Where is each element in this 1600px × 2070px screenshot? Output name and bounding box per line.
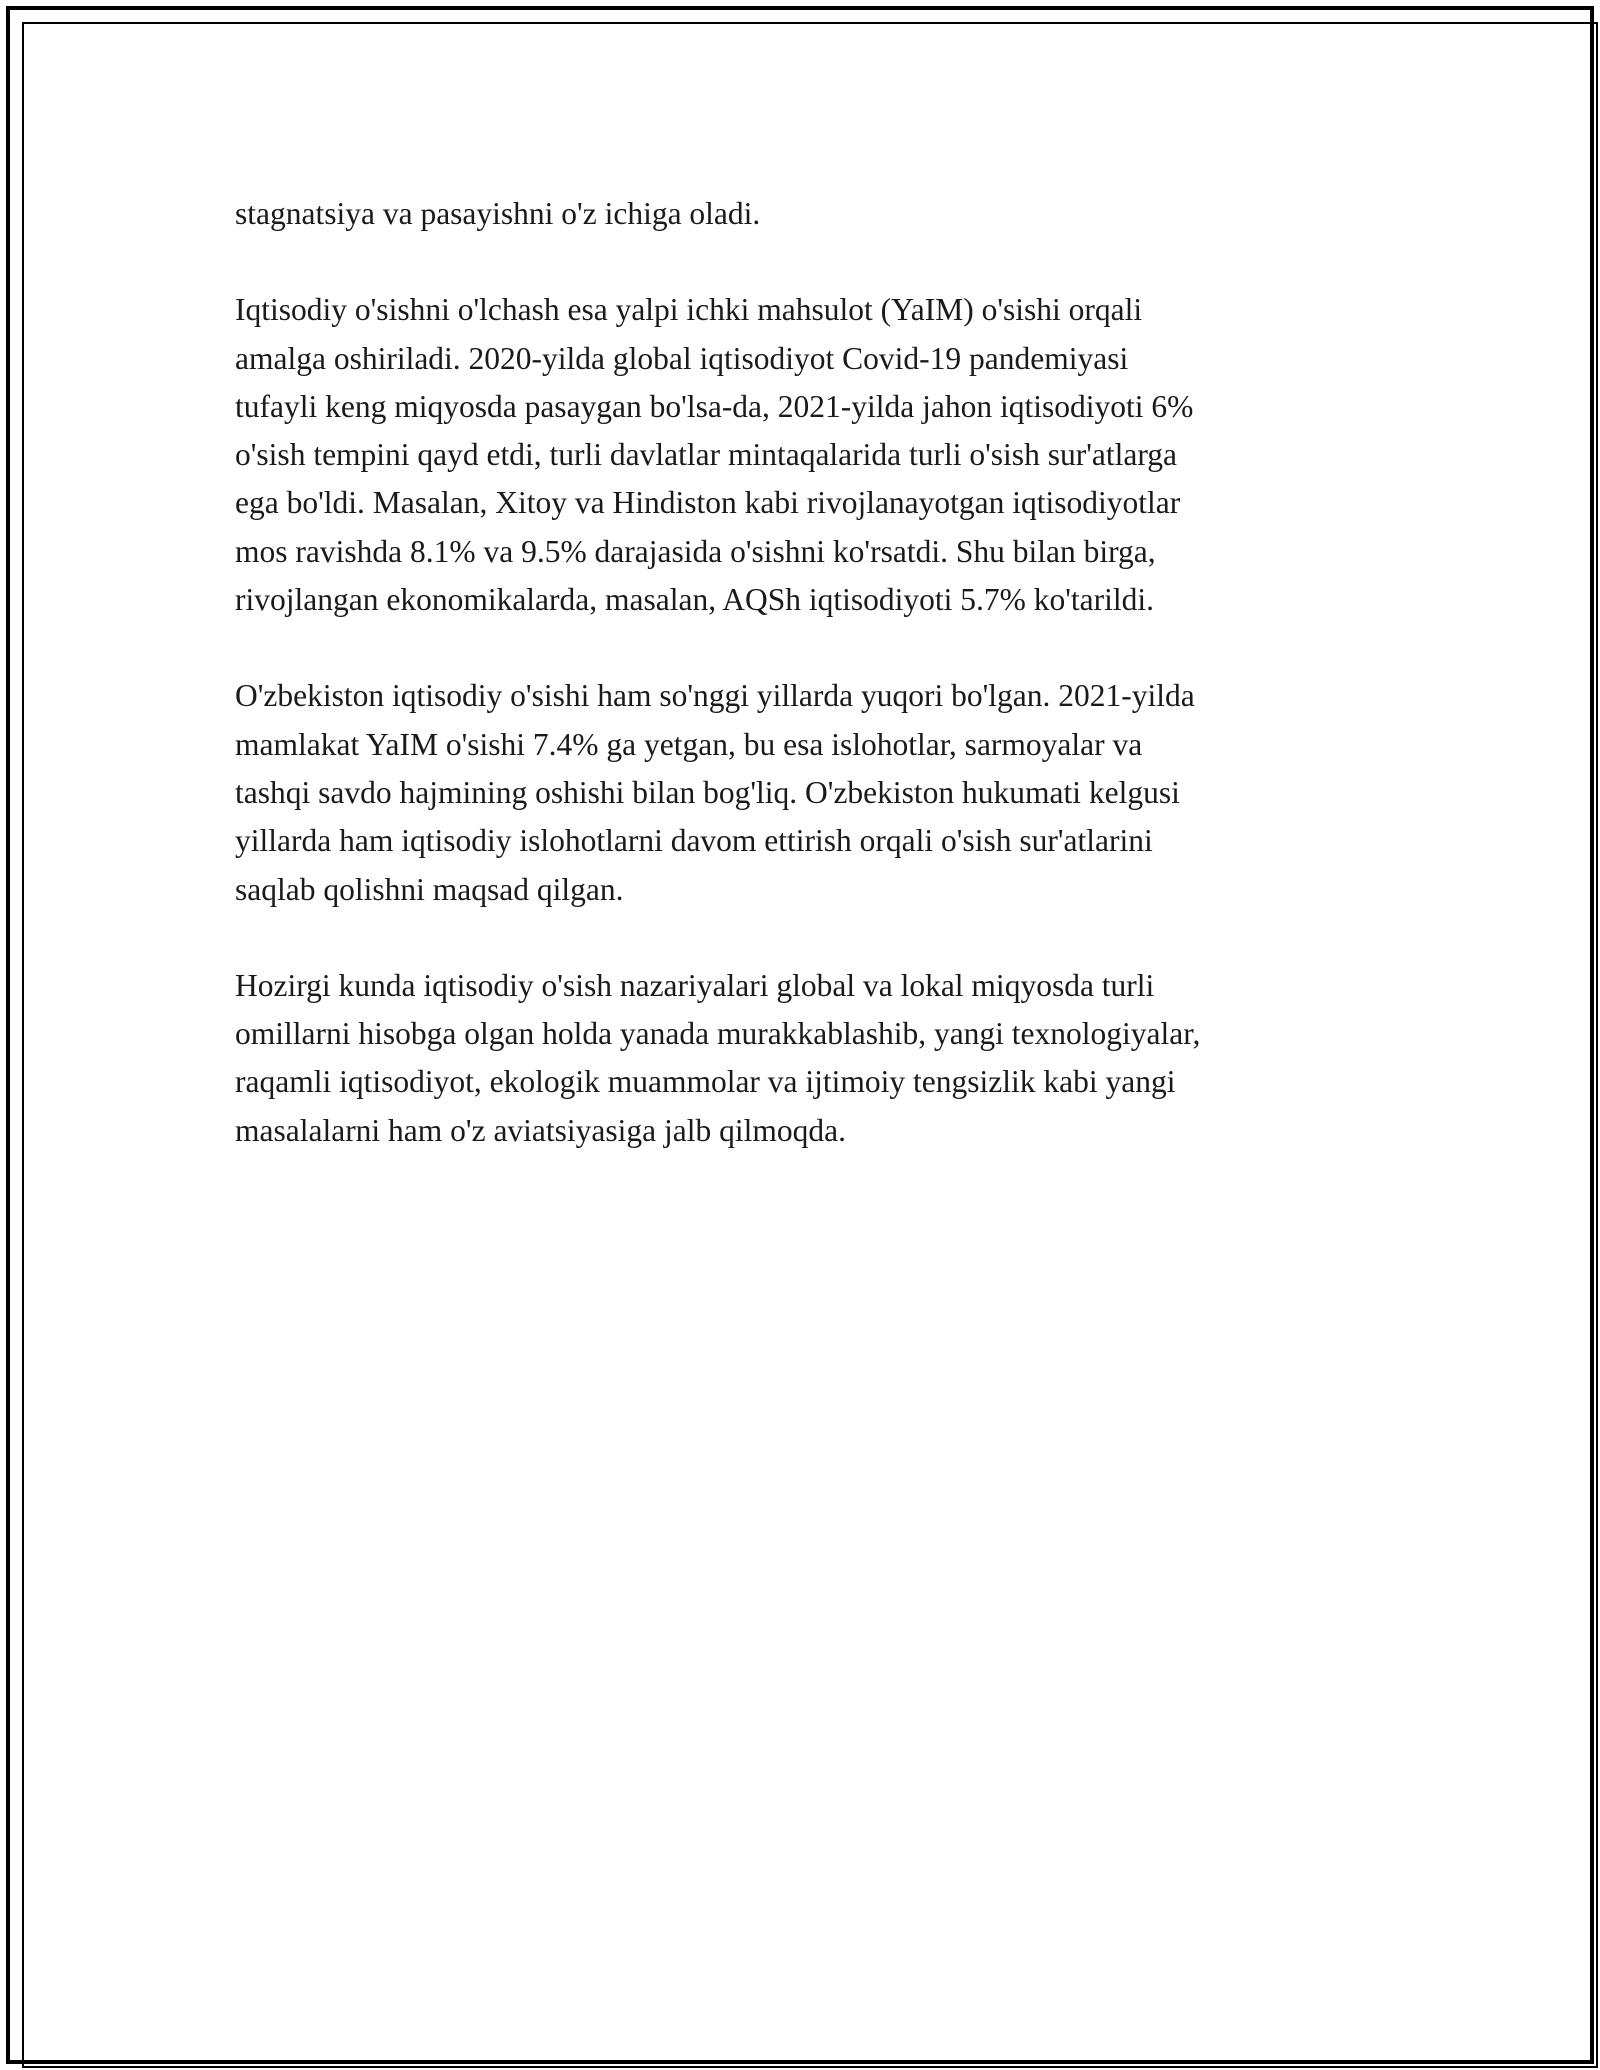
paragraph-continuation: [235, 190, 1385, 238]
text-line: raqamli iqtisodiyot, ekologik muammolar va ijtimoiy tengsizlik kabi yangi: [235, 1064, 1176, 1100]
paragraph-uzbekistan-growth: [235, 672, 1385, 913]
paragraph-gdp-growth: [235, 286, 1385, 624]
text-line: Hozirgi kunda iqtisodiy o'sish nazariyalari global va lokal miqyosda turli: [235, 967, 1155, 1003]
text-line: O'zbekiston iqtisodiy o'sishi ham so'nggi yillarda yuqori bo'lgan. 2021-yilda: [235, 678, 1195, 714]
text-line: rivojlangan ekonomikalarda, masalan, AQSh iqtisodiyoti 5.7% ko'tarildi.: [235, 582, 1155, 618]
text-line: omillarni hisobga olgan holda yanada murakkablashib, yangi texnologiyalar,: [235, 1016, 1201, 1052]
text-line: saqlab qolishni maqsad qilgan.: [235, 871, 624, 907]
text-line: Iqtisodiy o'sishni o'lchash esa yalpi ichki mahsulot (YaIM) o'sishi orqali: [235, 292, 1143, 328]
document-body: [235, 190, 1385, 1203]
text-line: amalga oshiriladi. 2020-yilda global iqtisodiyot Covid-19 pandemiyasi: [235, 340, 1129, 376]
text-line: stagnatsiya va pasayishni o'z ichiga oladi.: [235, 196, 761, 231]
text-line: mos ravishda 8.1% va 9.5% darajasida o'sishni ko'rsatdi. Shu bilan birga,: [235, 533, 1156, 569]
text-line: tufayli keng miqyosda pasaygan bo'lsa-da, 2021-yilda jahon iqtisodiyoti 6%: [235, 388, 1194, 424]
text-line: yillarda ham iqtisodiy islohotlarni davom ettirish orqali o'sish sur'atlarini: [235, 823, 1153, 859]
paragraph-modern-theories: [235, 962, 1385, 1155]
text-line: tashqi savdo hajmining oshishi bilan bog'liq. O'zbekiston hukumati kelgusi: [235, 774, 1180, 810]
text-line: masalalarni ham o'z aviatsiyasiga jalb qilmoqda.: [235, 1112, 846, 1148]
text-line: ega bo'ldi. Masalan, Xitoy va Hindiston kabi rivojlanayotgan iqtisodiyotlar: [235, 485, 1181, 521]
text-line: mamlakat YaIM o'sishi 7.4% ga yetgan, bu esa islohotlar, sarmoyalar va: [235, 726, 1143, 762]
text-line: o'sish tempini qayd etdi, turli davlatlar mintaqalarida turli o'sish sur'atlarga: [235, 437, 1177, 473]
